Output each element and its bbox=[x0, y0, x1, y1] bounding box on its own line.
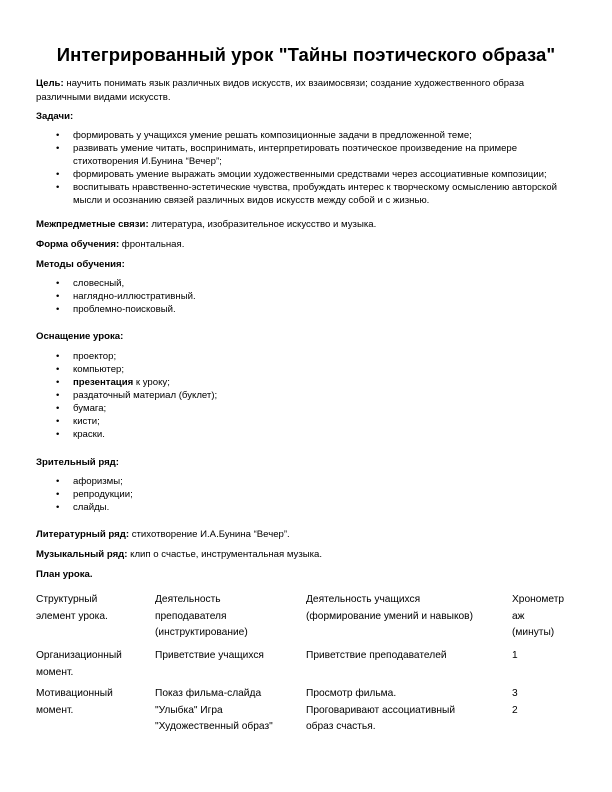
form-paragraph bbox=[36, 238, 581, 252]
table-cell bbox=[306, 648, 506, 665]
table-header-text: Деятельность bbox=[155, 594, 221, 605]
table-header-text: элемент урока. bbox=[36, 610, 108, 622]
visual-list bbox=[56, 475, 581, 514]
list-item: • формировать у учащихся умение решать композиционные задачи в предложенной теме; bbox=[56, 129, 581, 142]
table-cell-text: 3 bbox=[512, 688, 518, 699]
list-item: • слайды. bbox=[56, 501, 581, 514]
list-item: • проблемно-поисковый. bbox=[56, 303, 581, 316]
musical-paragraph bbox=[36, 548, 581, 562]
table-cell-text: Организационный bbox=[36, 650, 122, 661]
list-item: • проектор; bbox=[56, 350, 581, 363]
list-item: • раздаточный материал (буклет); bbox=[56, 389, 581, 402]
table-header-text: Хронометр bbox=[512, 594, 565, 605]
list-item: • развивать умение читать, воспринимать, интерпретировать поэтическое произведение на примере стихотворения И.Бунина “Вечер”; bbox=[56, 142, 581, 168]
list-item: • компьютер; bbox=[56, 363, 581, 376]
equipment-heading: Оснащение урока: bbox=[36, 331, 124, 342]
literary-text: стихотворение И.А.Бунина “Вечер”. bbox=[129, 529, 290, 540]
form-text: фронтальная. bbox=[119, 239, 185, 250]
musical-label: Музыкальный ряд: bbox=[36, 549, 128, 560]
table-cell-text: "Улыбка" Игра bbox=[155, 704, 223, 716]
tasks-list bbox=[56, 129, 581, 207]
methods-heading: Методы обучения: bbox=[36, 259, 125, 270]
table-header-text: Деятельность учащихся bbox=[306, 594, 421, 605]
visual-heading: Зрительный ряд: bbox=[36, 457, 119, 468]
table-cell bbox=[512, 686, 582, 719]
list-item: • афоризмы; bbox=[56, 475, 581, 488]
form-label: Форма обучения: bbox=[36, 239, 120, 250]
table-cell bbox=[155, 648, 295, 665]
list-item: • словесный, bbox=[56, 277, 581, 290]
list-item: • краски. bbox=[56, 428, 581, 441]
interdisciplinary-label: Межпредметные связи: bbox=[36, 219, 149, 230]
literary-paragraph bbox=[36, 528, 581, 542]
table-cell bbox=[512, 648, 582, 665]
table-header-text: (минуты) bbox=[512, 627, 555, 638]
presentation-text: к уроку; bbox=[133, 377, 170, 388]
literary-label: Литературный ряд: bbox=[36, 529, 130, 540]
goal-text: научить понимать язык различных видов искусств, их взаимосвязи; создание художественного образа различными видами искусств. bbox=[36, 78, 525, 103]
table-header-cell bbox=[306, 592, 506, 625]
table-cell-text: образ счастья. bbox=[306, 721, 376, 732]
goal-label: Цель: bbox=[36, 78, 64, 89]
goal-paragraph bbox=[36, 77, 581, 104]
interdisciplinary-text: литература, изобразительное искусство и музыка. bbox=[148, 219, 377, 230]
table-header-text: (инструктирование) bbox=[155, 627, 248, 638]
list-item: • воспитывать нравственно-эстетические чувства, пробуждать интерес к творческому осмыслению авторской мысли и осознанию связей различных видов искусств между собой и с жизнью. bbox=[56, 181, 581, 207]
table-cell bbox=[155, 686, 295, 736]
table-cell-text: 1 bbox=[512, 650, 518, 661]
table-cell-text: Мотивационный bbox=[36, 688, 113, 699]
tasks-heading: Задачи: bbox=[36, 111, 74, 122]
table-header-text: (формирование умений и навыков) bbox=[306, 610, 473, 622]
table-header-text: преподавателя bbox=[155, 610, 227, 622]
interdisciplinary-paragraph bbox=[36, 218, 581, 232]
table-cell-text: Просмотр фильма. bbox=[306, 688, 397, 699]
table-cell-text: Показ фильма-слайда bbox=[155, 688, 262, 699]
table-header-cell bbox=[36, 592, 148, 625]
list-item bbox=[56, 376, 581, 389]
table-cell-text: Приветствие учащихся bbox=[155, 650, 264, 661]
methods-list bbox=[56, 277, 581, 316]
table-cell-text: Проговаривают ассоциативный bbox=[306, 704, 456, 716]
table-cell bbox=[36, 648, 148, 681]
list-item: • кисти; bbox=[56, 415, 581, 428]
table-cell-text: Приветствие преподавателей bbox=[306, 650, 447, 661]
table-header-text: Структурный bbox=[36, 594, 98, 605]
table-header-text: аж bbox=[512, 610, 525, 622]
plan-heading: План урока. bbox=[36, 569, 93, 580]
list-item: • репродукции; bbox=[56, 488, 581, 501]
table-header-cell bbox=[512, 592, 582, 642]
musical-text: клип о счастье, инструментальная музыка. bbox=[127, 549, 323, 560]
list-item: • бумага; bbox=[56, 402, 581, 415]
table-cell-text: момент. bbox=[36, 666, 74, 678]
table-cell bbox=[306, 686, 506, 736]
table-cell-text: 2 bbox=[512, 704, 518, 716]
table-cell-text: "Художественный образ" bbox=[155, 721, 273, 732]
equipment-list bbox=[56, 350, 581, 441]
table-cell bbox=[36, 686, 148, 719]
presentation-bold-text: презентация bbox=[73, 377, 134, 388]
list-item: • формировать умение выражать эмоции художественными средствами через ассоциативные композиции; bbox=[56, 168, 581, 181]
page-title: Интегрированный урок "Тайны поэтического образа" bbox=[56, 44, 556, 65]
table-header-cell bbox=[155, 592, 295, 642]
table-cell-text: момент. bbox=[36, 704, 74, 716]
list-item: • наглядно-иллюстративный. bbox=[56, 290, 581, 303]
